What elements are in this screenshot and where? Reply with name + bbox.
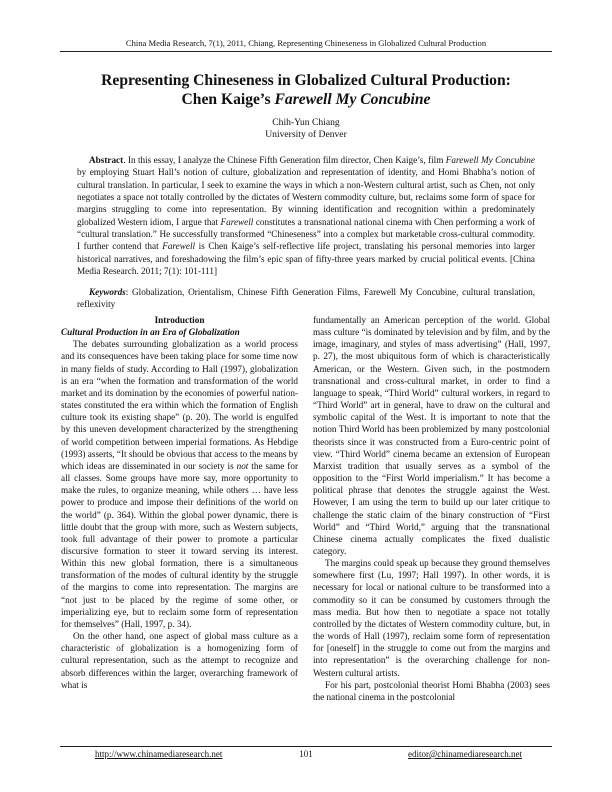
abstract xyxy=(77,154,535,277)
paragraph-1-text-a: The debates surrounding globalization as a world process and its consequences have been taking place for some time now in many fields of study. According to Hall (1997), globalization is an era “when the formation and transformation of the world market and its domination by the economies of powerful nation-states constituted the era within which the formation of English culture took its existing shape” (p. 20). The world is engulfed by this uneven development characterized by the strengthening of world competition between imperial formations. As Hebdige (1993) asserts, “It should be obvious that access to the means by which ideas are disseminated in our society is xyxy=(61,339,298,471)
abstract-text-1: . In this essay, I analyze the Chinese Fifth Generation film director, Chen Kaige’s, film xyxy=(123,155,446,165)
keywords xyxy=(77,286,535,310)
author-name: Chih-Yun Chiang xyxy=(272,117,340,128)
title-line-2-text: Chen Kaige’s xyxy=(181,91,275,108)
abstract-film-title: Farewell My Concubine xyxy=(445,155,535,165)
abstract-film-short-1: Farewell xyxy=(220,216,254,227)
paragraph-1 xyxy=(61,338,298,630)
paragraph-4: The margins could speak up because they ground themselves somewhere first (Lu, 1997; Hall 1997). In other words, it is necessary for local or national culture to be transformed into a commodity so it can be consumed by customers through the mass media. But how then to negotiate a space not totally controlled by the dictates of Western commodity culture, but, in the words of Hall (1997), reclaim some form of representation for [oneself] in the struggle to come out from the margins and into representation” is the overarching challenge for non-Western cultural artists. xyxy=(313,558,550,678)
paragraph-1-text-b: the same for all classes. Some groups have more say, more opportunity to make the rules, to organize meaning, while others … have less power to produce and impose their definitions of the world on the world” (p. 364). Within the global power dynamic, there is little doubt that the group with more, such as Western subjects, took full advantage of their power to promote a particular discursive formation to steer it toward serving its interest. Within this new global formation, there is a simultaneous transformation of the modes of cultural identity by the struggle of the margins to come into representation. The margins are “not just to be placed by the regime of some other, or imperializing eye, but to reclaim some form of representation for themselves” (Hall, 1997, p. 34). xyxy=(61,460,298,629)
title-line-1: Representing Chineseness in Globalized Cultural Production: xyxy=(101,72,511,89)
author-affiliation: University of Denver xyxy=(265,129,347,140)
section-heading: Introduction xyxy=(154,315,205,325)
abstract-film-short-2: Farewell xyxy=(162,241,196,252)
title-line-2 xyxy=(70,90,542,109)
abstract-text-4: is Chen Kaige’s self-reflective life project, translating his personal memories into larger historical narratives, and foreshadowing the film’s epic span of fifty-three years marked by crucial political events. [China Media Research. 2011; 7(1): 101-111] xyxy=(77,241,535,277)
page-number: 101 xyxy=(299,749,313,759)
subsection-heading: Cultural Production in an Era of Globalization xyxy=(61,327,240,338)
editor-email-link[interactable]: editor@chinamediaresearch.net xyxy=(408,749,522,759)
running-head: China Media Research, 7(1), 2011, Chiang, Representing Chineseness in Globalized Cultural Production xyxy=(60,38,552,52)
left-column xyxy=(61,314,298,691)
abstract-text-2: by employing Stuart Hall’s notion of culture, globalization and representation of identity, and Homi Bhabha’s notion of cultural translation. In particular, I seek to examine the ways in which a non-Western cultural artist, such as Chen, not only negotiates a space not totally controlled by the dictates of Western commodity culture, but, reclaims some form of space for margins struggling to come into representation. By winning identification and recognition within a predominately globalized Western idiom, I argue that xyxy=(77,167,535,227)
film-title: Farewell My Concubine xyxy=(274,91,431,108)
paragraph-2: On the other hand, one aspect of global mass culture as a characteristic of globalization is a homogenizing form of cultural representation, such as the attempt to recognize and absorb differences within the larger, overarching framework of what is xyxy=(61,631,298,690)
website-link[interactable]: http://www.chinamediaresearch.net xyxy=(95,749,223,759)
abstract-label: Abstract xyxy=(89,155,124,165)
article-title xyxy=(70,71,542,109)
paragraph-5: For his part, postcolonial theorist Homi Bhabha (2003) sees the national cinema in the postcolonial xyxy=(313,679,550,702)
abstract-text-3: constitutes a transnational national cinema with Chen performing a work of “cultural translation.” He successfully transformed “Chineseness” into a complex but marketable cross-cultural commodity. I further contend that xyxy=(77,216,536,252)
author-block xyxy=(0,117,612,141)
right-column xyxy=(313,314,550,703)
keywords-label: Keywords xyxy=(89,287,126,297)
keywords-text: : Globalization, Orientalism, Chinese Fifth Generation Films, Farewell My Concubine, cultural translation, reflexivity xyxy=(77,287,535,310)
paragraph-3: fundamentally an American perception of the world. Global mass culture “is dominated by television and by film, and by the image, imaginary, and styles of mass advertising” (Hall, 1997, p. 27), the most ubiquitous form of which is characteristically American, or the Western. Given such, in the postmodern transnational and cross-cultural market, in order to find a language to speak, “Third World” cultural workers, in regard to “Third World” art in general, have to draw on the cultural and symbolic capital of the West. It is important to note that the notion Third World has been problemized by many postcolonial theorists since it was constructed from a Euro-centric point of view. “Third World” cinema became an extension of European Marxist tradition that usually serves as a symbol of the opposition to the “First World imperialism.” It has become a political phrase that denotes the struggle against the West. However, I am using the term to build up our later critique to challenge the static claim of the binary construction of “First World” and “Third World,” arguing that the transnational Chinese cinema actually complicates the fixed dualistic category. xyxy=(313,315,550,556)
paragraph-1-emphasis: not xyxy=(236,460,249,471)
page-footer xyxy=(60,746,552,763)
